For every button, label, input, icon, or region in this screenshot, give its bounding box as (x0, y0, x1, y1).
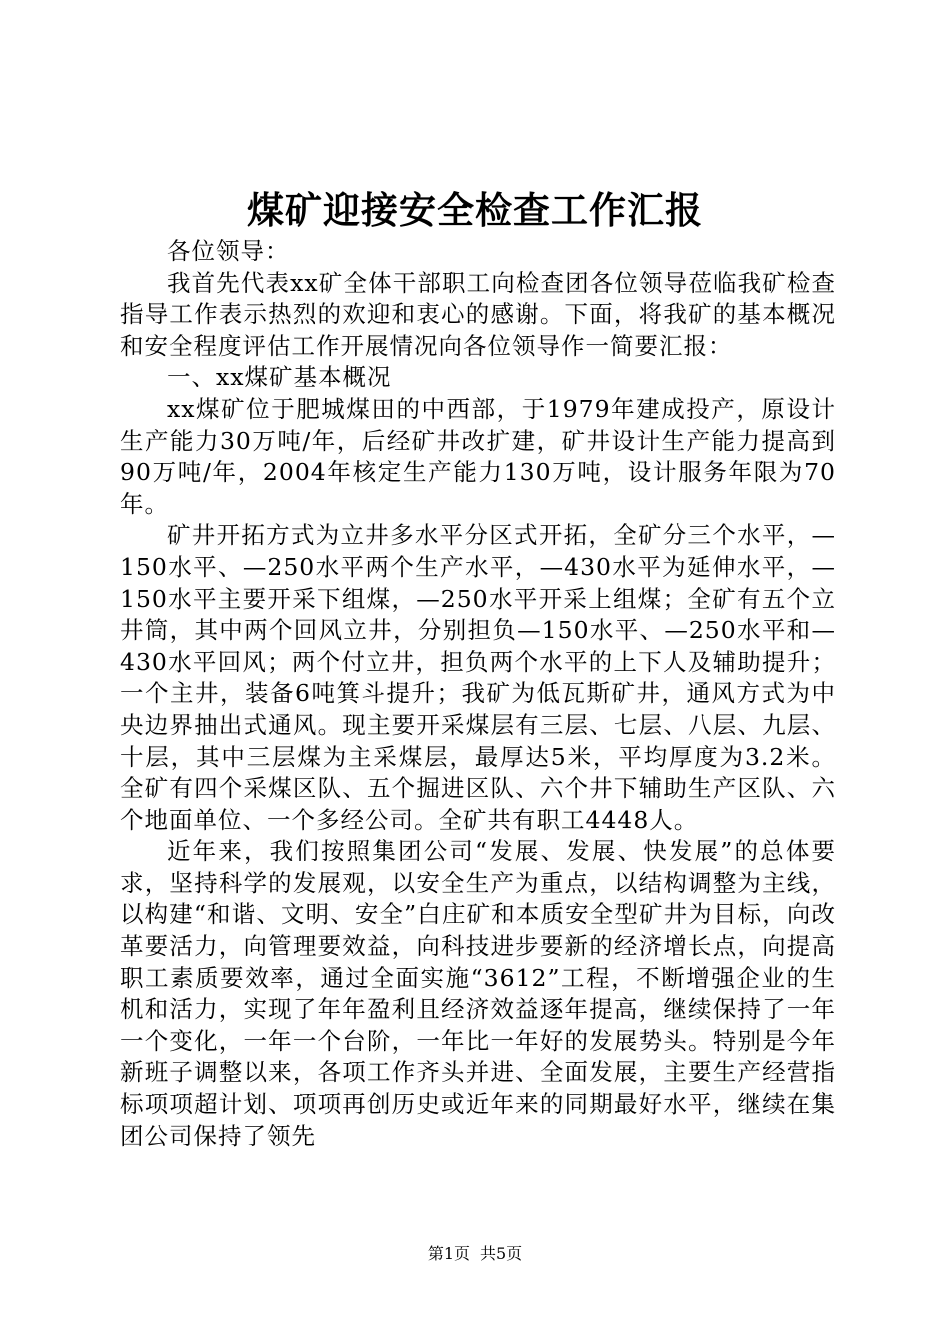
section-heading: 一、xx煤矿基本概况 (167, 363, 392, 392)
document-body (120, 236, 836, 1152)
paragraph-mine-location: xx煤矿位于肥城煤田的中西部，于1979年建成投产，原设计生产能力30万吨/年，后经矿井改扩建，矿井设计生产能力提高到90万吨/年，2004年核定生产能力130万吨，设计服务年限为70年。 (120, 394, 836, 518)
page-footer (0, 1242, 950, 1266)
document-title: 煤矿迎接安全检查工作汇报 (247, 188, 703, 232)
paragraph-recent-years: 近年来，我们按照集团公司“发展、发展、快发展”的总体要求，坚持科学的发展观，以安全生产为重点，以结构调整为主线，以构建“和谐、文明、安全”白庄矿和本质安全型矿井为目标，向改革要活力，向管理要效益，向科技进步要新的经济增长点，向提高职工素质要效率，通过全面实施“3612”工程，不断增强企业的生机和活力，实现了年年盈利且经济效益逐年提高，继续保持了一年一个变化，一年一个台阶，一年比一年好的发展势头。特别是今年新班子调整以来，各项工作齐头并进、全面发展，主要生产经营指标项项超计划、项项再创历史或近年来的同期最好水平，继续在集团公司保持了领先 (120, 837, 836, 1150)
paragraph-opening: 我首先代表xx矿全体干部职工向检查团各位领导莅临我矿检查指导工作表示热烈的欢迎和衷心的感谢。下面，将我矿的基本概况和安全程度评估工作开展情况向各位领导作一简要汇报： (120, 268, 836, 360)
paragraph-salutation: 各位领导： (167, 237, 290, 265)
paragraph-mine-development: 矿井开拓方式为立井多水平分区式开拓，全矿分三个水平，—150水平、—250水平两个生产水平，—430水平为延伸水平，—150水平主要开采下组煤，—250水平开采上组煤；全矿有五个立井筒，其中两个回风立井，分别担负—150水平、—250水平和—430水平回风；两个付立井，担负两个水平的上下人及辅助提升；一个主井，装备6吨箕斗提升；我矿为低瓦斯矿井，通风方式为中央边界抽出式通风。现主要开采煤层有三层、七层、八层、九层、十层，其中三层煤为主采煤层，最厚达5米，平均厚度为3.2米。全矿有四个采煤区队、五个掘进区队、六个井下辅助生产区队、六个地面单位、一个多经公司。全矿共有职工4448人。 (120, 521, 836, 834)
page-number: 第1页 (427, 1244, 470, 1263)
page-total: 共5页 (480, 1244, 523, 1263)
